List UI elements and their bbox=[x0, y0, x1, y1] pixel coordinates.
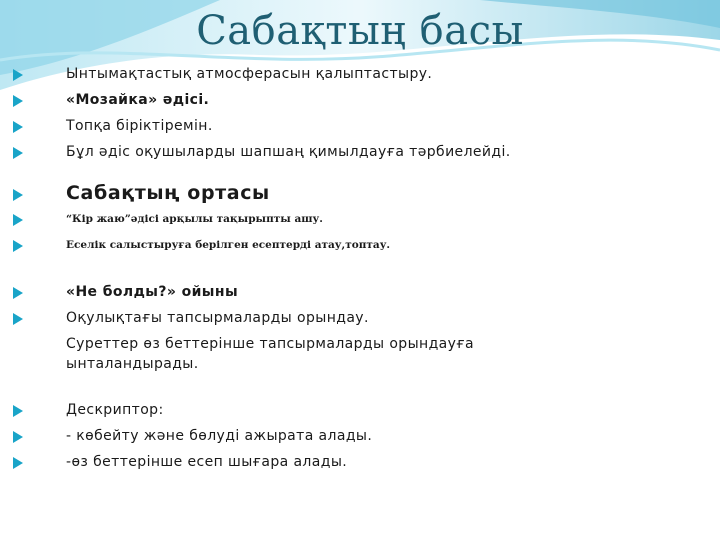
list-item bbox=[0, 280, 720, 306]
list-item bbox=[0, 306, 720, 332]
bullet-arrow-icon bbox=[13, 189, 23, 201]
list-item bbox=[0, 234, 720, 260]
section-heading bbox=[0, 180, 720, 210]
list-item bbox=[0, 62, 720, 88]
list-item-continuation bbox=[0, 352, 720, 378]
bullet-arrow-icon bbox=[13, 69, 23, 81]
list-item bbox=[0, 450, 720, 476]
list-item-text: Суреттер өз беттерінше тапсырмаларды орындауға bbox=[66, 336, 474, 352]
list-item bbox=[0, 424, 720, 450]
list-item bbox=[0, 88, 720, 114]
bullet-arrow-icon bbox=[13, 121, 23, 133]
list-item-text: Ынтымақтастық атмосферасын қалыптастыру. bbox=[66, 66, 433, 82]
list-item-text: «Не болды?» ойыны bbox=[66, 284, 239, 300]
bullet-arrow-icon bbox=[13, 95, 23, 107]
bullet-arrow-icon bbox=[13, 313, 23, 325]
section-heading-text: Сабақтың ортасы bbox=[66, 182, 270, 204]
list-item-text: Оқулықтағы тапсырмаларды орындау. bbox=[66, 310, 369, 326]
content-list bbox=[0, 62, 720, 470]
list-item-text: -өз беттерінше есеп шығара алады. bbox=[66, 454, 348, 470]
list-item-text: Топқа біріктіремін. bbox=[66, 118, 213, 134]
bullet-arrow-icon bbox=[13, 240, 23, 252]
list-item-text: «Мозайка» әдісі. bbox=[66, 92, 210, 108]
list-item-text: “Кір жаю”әдісі арқылы тақырыпты ашу. bbox=[66, 213, 323, 225]
list-item bbox=[0, 114, 720, 140]
list-item-text: Дескриптор: bbox=[66, 402, 164, 418]
bullet-arrow-icon bbox=[13, 147, 23, 159]
list-item bbox=[0, 140, 720, 166]
bullet-arrow-icon bbox=[13, 214, 23, 226]
list-item-text: Бұл әдіс оқушыларды шапшаң қимылдауға тәрбиелейді. bbox=[66, 144, 511, 160]
slide-title: Сабақтың басы bbox=[196, 8, 524, 54]
bullet-arrow-icon bbox=[13, 405, 23, 417]
list-item-text: Еселік салыстыруға берілген есептерді атау,топтау. bbox=[66, 239, 391, 251]
list-item-text: ынталандырады. bbox=[66, 356, 199, 372]
bullet-arrow-icon bbox=[13, 431, 23, 443]
list-item-text: - көбейту және бөлуді ажырата алады. bbox=[66, 428, 373, 444]
list-item bbox=[0, 398, 720, 424]
bullet-arrow-icon bbox=[13, 457, 23, 469]
list-item bbox=[0, 208, 720, 234]
bullet-arrow-icon bbox=[13, 287, 23, 299]
